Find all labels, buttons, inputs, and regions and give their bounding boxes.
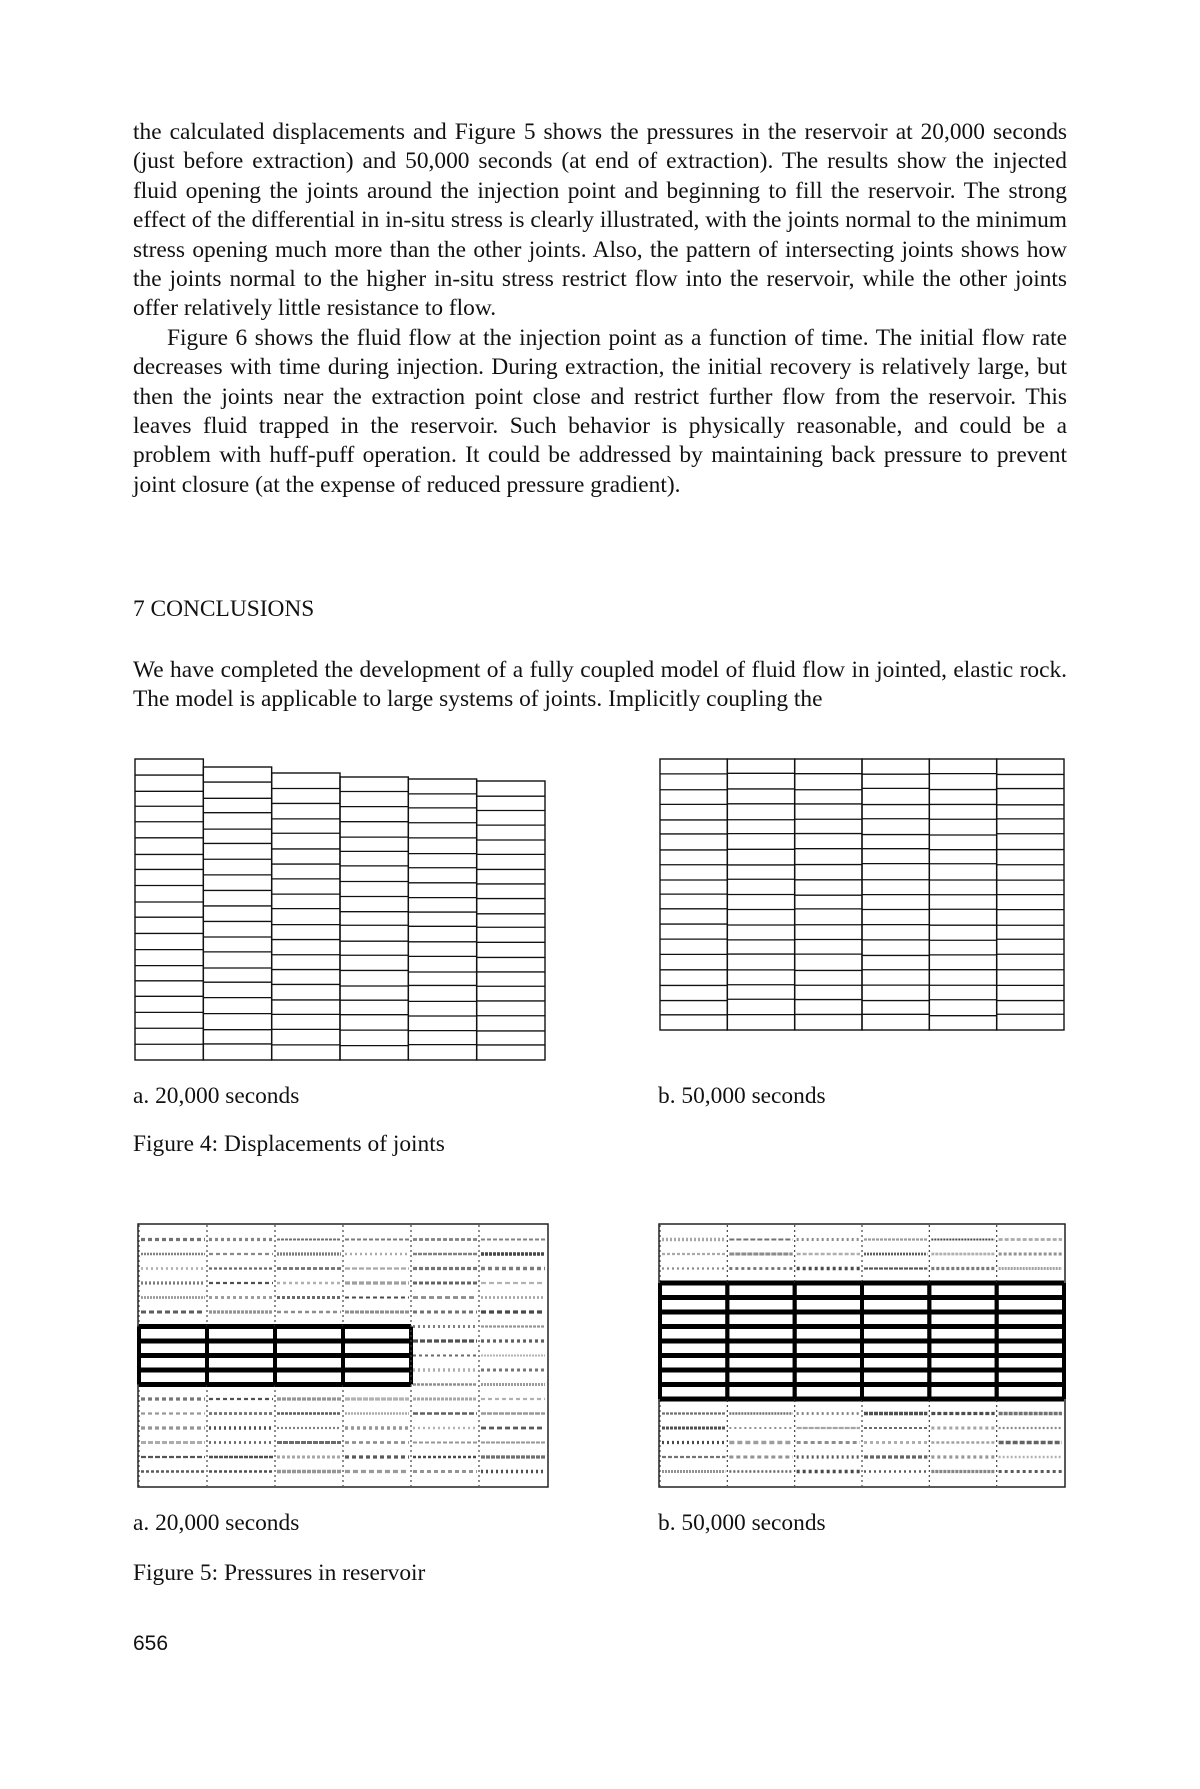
joint-column xyxy=(477,781,545,1060)
joint-column xyxy=(795,759,862,1030)
pressure-column xyxy=(479,1225,545,1486)
figure4-title: Figure 4: Displacements of joints xyxy=(133,1131,445,1157)
pressure-column xyxy=(727,1225,794,1486)
joint-column xyxy=(203,767,271,1060)
figure4a-caption: a. 20,000 seconds xyxy=(133,1083,300,1109)
pressure-column xyxy=(997,1225,1064,1486)
figure5a-caption: a. 20,000 seconds xyxy=(133,1510,300,1536)
figure5b-caption: b. 50,000 seconds xyxy=(658,1510,826,1536)
body-text-top xyxy=(133,118,1067,500)
joint-column xyxy=(997,759,1064,1030)
joint-column xyxy=(929,759,996,1030)
figure4b-displacements-50000s xyxy=(658,757,1066,1032)
body-text-conclusions xyxy=(133,656,1067,715)
pressure-column xyxy=(343,1225,411,1486)
joint-column xyxy=(135,759,203,1060)
pressure-column xyxy=(862,1225,929,1486)
section-heading: 7 CONCLUSIONS xyxy=(133,596,315,622)
pressure-column xyxy=(411,1225,477,1486)
joint-column xyxy=(272,773,340,1060)
figure5b-pressures-50000s xyxy=(658,1223,1066,1488)
pressure-column xyxy=(795,1225,862,1486)
figure5-title: Figure 5: Pressures in reservoir xyxy=(133,1560,426,1586)
pressure-column xyxy=(139,1225,207,1486)
figure5a-pressures-20000s xyxy=(137,1223,549,1488)
joint-column xyxy=(660,759,727,1030)
pressure-column xyxy=(207,1225,275,1486)
page-number: 656 xyxy=(133,1632,169,1655)
figure4a-displacements-20000s xyxy=(133,757,547,1062)
joint-column xyxy=(727,759,794,1030)
pressure-column xyxy=(929,1225,996,1486)
joint-column xyxy=(340,777,408,1060)
joint-column xyxy=(408,779,476,1060)
paragraph-1: the calculated displacements and Figure 5 shows the pressures in the reservoir at 20,000 seconds (just before extraction) and 50,000 seconds (at end of extraction). The results show the injected fluid opening the joints around the injection point and beginning to fill the reservoir. The strong effect of the differential in in-situ stress is clearly illustrated, with the joints normal to the minimum stress opening much more than the other joints. Also, the pattern of intersecting joints shows how the joints normal to the higher in-situ stress restrict flow into the reservoir, while the other joints offer relatively little resistance to flow. xyxy=(133,119,1067,322)
pressure-column xyxy=(275,1225,343,1486)
paragraph-2: Figure 6 shows the fluid flow at the injection point as a function of time. The initial flow rate decreases with time during injection. During extraction, the initial recovery is relatively large, but then the joints near the extraction point close and restrict further flow from the reservoir. This leaves fluid trapped in the reservoir. Such behavior is physically reasonable, and could be a problem with huff-puff operation. It could be addressed by maintaining back pressure to prevent joint closure (at the expense of reduced pressure gradient). xyxy=(133,324,1067,498)
figure4b-caption: b. 50,000 seconds xyxy=(658,1083,826,1109)
joint-column xyxy=(862,759,929,1030)
pressure-column xyxy=(660,1225,727,1486)
paragraph-3: We have completed the development of a fully coupled model of fluid flow in jointed, elastic rock. The model is applicable to large systems of joints. Implicitly coupling the xyxy=(133,657,1067,713)
